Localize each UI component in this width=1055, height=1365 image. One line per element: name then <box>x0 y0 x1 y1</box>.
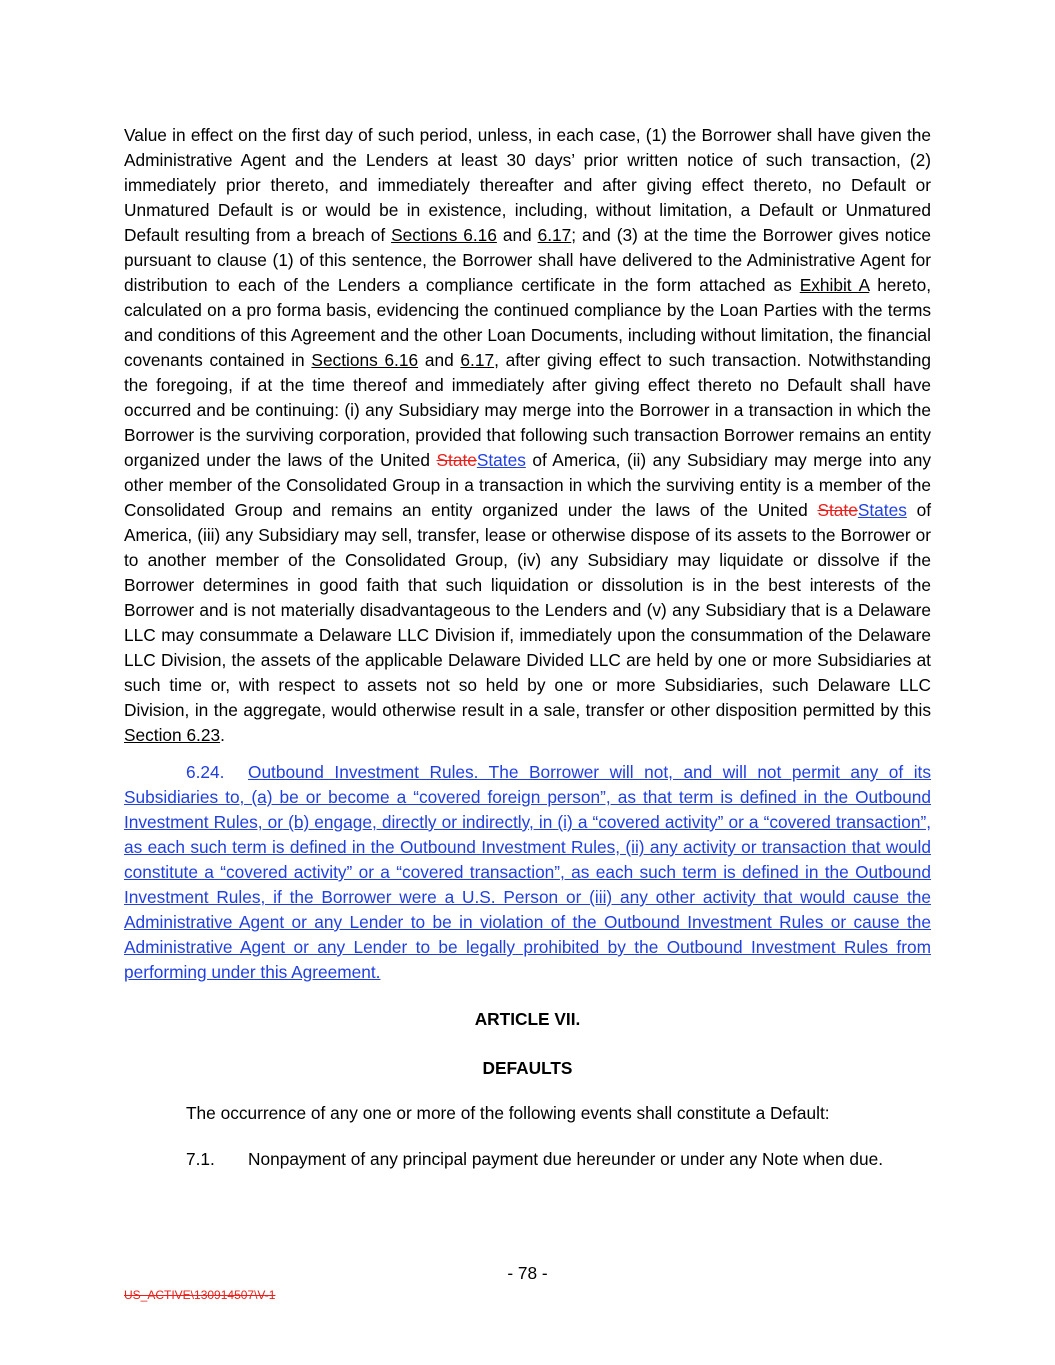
item-text: Nonpayment of any principal payment due hereunder or under any Note when due. <box>248 1149 884 1169</box>
section-6-24-inserted <box>124 760 931 985</box>
article-title: ARTICLE VII. <box>474 1009 581 1029</box>
page-number: - 78 - <box>507 1263 548 1283</box>
paragraph-merger-conditions: Value in effect on the first day of such period, unless, in each case, (1) the Borrower shall have given the Administrative Agent and the Lenders at least 30 days’ prior written notice of such transaction, (2) immediately prior thereto, and immediately thereafter and after giving effect thereto, no Default or Unmatured Default is or would be in existence, including, without limitation, a Default or Unmatured Default resulting from a breach of Sections 6.16 and 6.17; and (3) at the time the Borrower gives notice pursuant to clause (1) of this sentence, the Borrower shall have delivered to the Administrative Agent for distribution to each of the Lenders a compliance certificate in the form attached as Exhibit A hereto, calculated on a pro forma basis, evidencing the continued compliance by the Loan Parties with the terms and conditions of this Agreement and the other Loan Documents, including without limitation, the financial covenants contained in Sections 6.16 and 6.17, after giving effect to such transaction. Notwithstanding the foregoing, if at the time thereof and immediately after giving effect thereto no Default shall have occurred and be continuing: (i) any Subsidiary may merge into the Borrower in a transaction in which the Borrower is the surviving corporation, provided that following such transaction Borrower remains an entity organized under the laws of the United StateStates of America, (ii) any Subsidiary may merge into any other member of the Consolidated Group in a transaction in which the surviving entity is a member of the Consolidated Group and remains an entity organized under the laws of the United StateStates of America, (iii) any Subsidiary may sell, transfer, lease or otherwise dispose of its assets to the Borrower or to another member of the Consolidated Group, (iv) any Subsidiary may liquidate or dissolve if the Borrower determines in good faith that such liquidation or dissolution is in the best interests of the Borrower and is not materially disadvantageous to the Lenders and (v) any Subsidiary that is a Delaware LLC may consummate a Delaware LLC Division if, immediately upon the consummation of the Delaware LLC Division, the assets of the applicable Delaware Divided LLC are held by one or more Subsidiaries at such time or, with respect to assets not so held by one or more Subsidiaries, such Delaware LLC Division, in the aggregate, would otherwise result in a sale, transfer or other disposition permitted by this Section 6.23. <box>124 125 931 745</box>
document-id-footer: US_ACTIVE\130914507\V-1 <box>124 1288 276 1302</box>
inserted-text: States <box>476 450 526 470</box>
section-reference: Section 6.23 <box>124 725 221 745</box>
section-reference: Sections 6.16 <box>391 225 497 245</box>
article-intro: The occurrence of any one or more of the following events shall constitute a Default: <box>186 1103 830 1123</box>
default-item <box>124 1147 931 1172</box>
inserted-text: States <box>857 500 907 520</box>
section-reference: 6.17 <box>537 225 572 245</box>
section-reference: Sections 6.16 <box>311 350 419 370</box>
article-subtitle: DEFAULTS <box>482 1058 573 1078</box>
deleted-text: State <box>436 450 477 470</box>
deleted-text: State <box>817 500 858 520</box>
document-page <box>124 123 931 1172</box>
item-number: 7.1. <box>186 1149 215 1169</box>
exhibit-reference: Exhibit A <box>799 275 870 295</box>
section-text: Outbound Investment Rules. The Borrower will not, and will not permit any of its Subsidiaries to, (a) be or become a “covered foreign person”, as that term is defined in the Outbound Investment Rules, or (b) engage, directly or indirectly, in (i) a “covered activity” or a “covered transaction”, as each such term is defined in the Outbound Investment Rules, (ii) any activity or transaction that would constitute a “covered activity” or a “covered transaction”, as each such term is defined in the Outbound Investment Rules, if the Borrower were a U.S. Person or (iii) any other activity that would cause the Administrative Agent or any Lender to be in violation of the Outbound Investment Rules or cause the Administrative Agent or any Lender to be legally prohibited by the Outbound Investment Rules from performing under this Agreement. <box>124 762 931 982</box>
section-number: 6.24. <box>186 762 225 782</box>
section-reference: 6.17 <box>460 350 495 370</box>
